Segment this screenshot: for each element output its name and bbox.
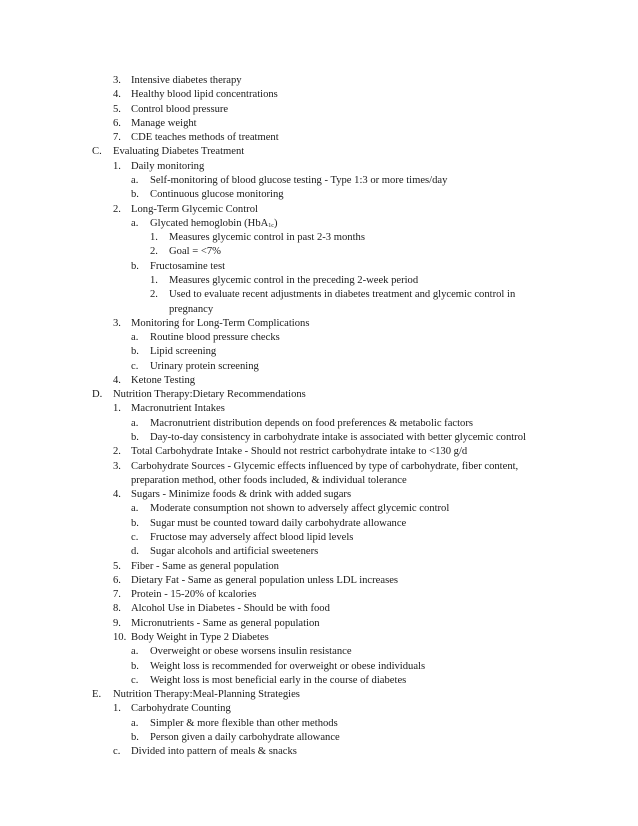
outline-marker: 1. xyxy=(150,232,158,244)
outline-marker: 1. xyxy=(113,403,121,415)
outline-text-main: Continuous glucose monitoring xyxy=(150,189,284,201)
outline-text xyxy=(150,645,352,659)
outline-text xyxy=(131,117,197,131)
outline-text-main: Ketone Testing xyxy=(131,374,196,386)
outline-marker: D. xyxy=(92,389,103,401)
outline-text-tail: ) xyxy=(273,217,278,229)
outline-text-main: Carbohydrate Sources - Glycemic effects influenced by type of carbohydrate, fiber content, xyxy=(131,460,519,472)
outline-text xyxy=(131,445,467,459)
outline-marker: c. xyxy=(131,360,139,372)
outline-marker: a. xyxy=(131,217,139,229)
outline-text-main: Healthy blood lipid concentrations xyxy=(131,89,278,101)
outline-marker: a. xyxy=(131,332,139,343)
outline-text xyxy=(169,245,221,259)
outline-text xyxy=(150,360,259,374)
outline-marker: d. xyxy=(131,546,139,558)
outline-text xyxy=(131,374,195,388)
outline-text xyxy=(150,345,216,359)
outline-text-main: Weight loss is most beneficial early in the course of diabetes xyxy=(150,674,407,686)
outline-marker: b. xyxy=(131,660,139,672)
outline-text xyxy=(131,88,278,102)
outline-text-main: Carbohydrate Counting xyxy=(131,703,231,715)
outline-text-main: Control blood pressure xyxy=(131,103,229,115)
outline-marker: 2. xyxy=(150,289,158,301)
outline-text xyxy=(131,745,297,759)
outline-text xyxy=(169,288,515,302)
outline-text xyxy=(113,688,300,702)
outline-text xyxy=(150,674,406,688)
outline-text xyxy=(131,460,518,474)
outline-text-main: Person given a daily carbohydrate allowance xyxy=(150,731,340,743)
outline-marker: 9. xyxy=(113,617,121,629)
outline-text-main: Daily monitoring xyxy=(131,160,205,172)
outline-marker: b. xyxy=(131,432,139,443)
outline-text xyxy=(131,560,279,574)
outline-marker: 3. xyxy=(113,460,121,472)
outline-text xyxy=(150,260,225,274)
outline-text xyxy=(131,588,256,602)
outline-text xyxy=(131,131,279,145)
outline-text-main: Micronutrients - Same as general population xyxy=(131,617,320,629)
outline-text-main: Measures glycemic control in past 2-3 months xyxy=(169,232,365,244)
outline-text-main: Divided into pattern of meals & snacks xyxy=(131,746,297,758)
outline-text xyxy=(150,217,277,232)
outline-marker: 2. xyxy=(113,203,121,215)
outline-marker: a. xyxy=(131,417,139,429)
outline-marker: a. xyxy=(131,503,139,515)
outline-text xyxy=(131,160,204,174)
outline-marker: 2. xyxy=(150,246,158,258)
outline-text-main: Sugars - Minimize foods & drink with added sugars xyxy=(131,489,352,501)
outline-text xyxy=(131,103,228,117)
outline-text xyxy=(131,317,309,331)
outline-text xyxy=(131,631,269,645)
outline-marker: 5. xyxy=(113,560,121,572)
outline-text xyxy=(150,431,526,445)
outline-marker: c. xyxy=(113,746,121,758)
outline-text-main: Fructosamine test xyxy=(150,260,226,272)
outline-text xyxy=(131,702,231,716)
outline-marker: b. xyxy=(131,731,139,743)
outline-text xyxy=(150,174,447,188)
outline-text-main: preparation method, other foods included, & individual tolerance xyxy=(131,474,407,486)
outline-text-main: Nutrition Therapy:Meal-Planning Strategies xyxy=(113,689,300,700)
outline-text xyxy=(131,574,398,588)
outline-text xyxy=(113,388,306,402)
outline-marker: 4. xyxy=(113,89,121,101)
outline-text-main: Dietary Fat - Same as general population unless LDL increases xyxy=(131,574,399,586)
outline-text-main: Macronutrient distribution depends on food preferences & metabolic factors xyxy=(150,417,474,429)
outline-text-main: Manage weight xyxy=(131,117,197,129)
outline-text-main: Protein - 15-20% of kcalories xyxy=(131,589,257,601)
outline-text-main: Lipid screening xyxy=(150,346,217,358)
outline-text-main: Moderate consumption not shown to adversely affect glycemic control xyxy=(150,503,450,515)
outline-text-main: Urinary protein screening xyxy=(150,360,259,372)
outline-text xyxy=(131,488,351,502)
outline-text xyxy=(169,274,418,288)
outline-text xyxy=(150,417,473,431)
outline-text-main: Sugar must be counted toward daily carbohydrate allowance xyxy=(150,517,407,529)
outline-marker: 8. xyxy=(113,603,121,615)
outline-text xyxy=(113,145,244,159)
outline-text xyxy=(150,331,280,345)
subscript-text: 1c xyxy=(268,222,274,229)
outline-text xyxy=(150,545,318,559)
outline-marker: 2. xyxy=(113,446,121,458)
outline-text-main: Day-to-day consistency in carbohydrate intake is associated with better glycemic control xyxy=(150,432,526,443)
outline-marker: b. xyxy=(131,517,139,529)
outline-text xyxy=(169,303,213,317)
outline-marker: b. xyxy=(131,260,139,272)
outline-text-main: Long-Term Glycemic Control xyxy=(131,203,258,215)
outline-text xyxy=(131,474,407,488)
outline-text-main: Alcohol Use in Diabetes - Should be with food xyxy=(131,603,330,615)
outline-text-main: Overweight or obese worsens insulin resistance xyxy=(150,646,352,658)
outline-marker: 3. xyxy=(113,75,121,86)
outline-text-main: Goal = <7% xyxy=(169,246,221,258)
outline-text-main: Used to evaluate recent adjustments in diabetes treatment and glycemic control in xyxy=(169,289,516,301)
outline-marker: a. xyxy=(131,175,139,186)
outline-marker: 5. xyxy=(113,103,121,115)
outline-text xyxy=(150,660,425,674)
outline-text xyxy=(150,731,340,745)
outline-marker: 6. xyxy=(113,574,121,586)
outline-text-main: Body Weight in Type 2 Diabetes xyxy=(131,631,269,643)
outline-text-main: Sugar alcohols and artificial sweeteners xyxy=(150,546,319,558)
outline-text-main: Intensive diabetes therapy xyxy=(131,75,242,86)
outline-text xyxy=(150,531,353,545)
outline-marker: 4. xyxy=(113,374,121,386)
outline-text xyxy=(150,188,284,202)
outline-marker: 6. xyxy=(113,117,121,129)
outline-marker: E. xyxy=(92,689,102,700)
outline-text-main: CDE teaches methods of treatment xyxy=(131,132,279,144)
outline-marker: 10. xyxy=(113,631,127,643)
outline-text xyxy=(150,502,449,516)
outline-text-main: Simpler & more flexible than other methods xyxy=(150,717,338,729)
outline-text-main: Self-monitoring of blood glucose testing - Type 1:3 or more times/day xyxy=(150,175,448,186)
outline-marker: 1. xyxy=(113,160,121,172)
outline-text xyxy=(150,717,338,731)
outline-text-main: Evaluating Diabetes Treatment xyxy=(113,146,245,158)
outline-marker: C. xyxy=(92,146,102,158)
outline-text xyxy=(131,203,258,217)
outline-marker: b. xyxy=(131,346,139,358)
outline-text xyxy=(169,231,365,245)
outline-text-main: Glycated hemoglobin (HbA xyxy=(150,217,269,229)
outline-text-main: Weight loss is recommended for overweight or obese individuals xyxy=(150,660,426,672)
outline-text xyxy=(131,74,242,88)
outline-text xyxy=(131,402,225,416)
outline-marker: 1. xyxy=(113,703,121,715)
outline-text-main: Routine blood pressure checks xyxy=(150,332,280,343)
outline-marker: 7. xyxy=(113,132,121,144)
outline-text-main: Fiber - Same as general population xyxy=(131,560,279,572)
outline-text xyxy=(131,602,330,616)
outline-marker: 3. xyxy=(113,317,121,329)
outline-text-main: Fructose may adversely affect blood lipid levels xyxy=(150,532,354,543)
outline-marker: 4. xyxy=(113,489,121,501)
outline-marker: 7. xyxy=(113,589,121,601)
outline-marker: c. xyxy=(131,532,139,543)
outline-text-main: pregnancy xyxy=(169,303,214,315)
outline-text xyxy=(131,617,320,631)
outline-text-main: Nutrition Therapy:Dietary Recommendations xyxy=(113,389,306,401)
outline-text-main: Measures glycemic control in the preceding 2-week period xyxy=(169,274,419,286)
outline-text-main: Monitoring for Long-Term Complications xyxy=(131,317,310,329)
outline-marker: c. xyxy=(131,674,139,686)
outline-text-main: Macronutrient Intakes xyxy=(131,403,225,415)
outline-marker: a. xyxy=(131,646,139,658)
outline-marker: b. xyxy=(131,189,139,201)
outline-text xyxy=(150,517,406,531)
outline-marker: 1. xyxy=(150,274,158,286)
outline-text-main: Total Carbohydrate Intake - Should not restrict carbohydrate intake to <130 g/d xyxy=(131,446,468,458)
outline-marker: a. xyxy=(131,717,139,729)
